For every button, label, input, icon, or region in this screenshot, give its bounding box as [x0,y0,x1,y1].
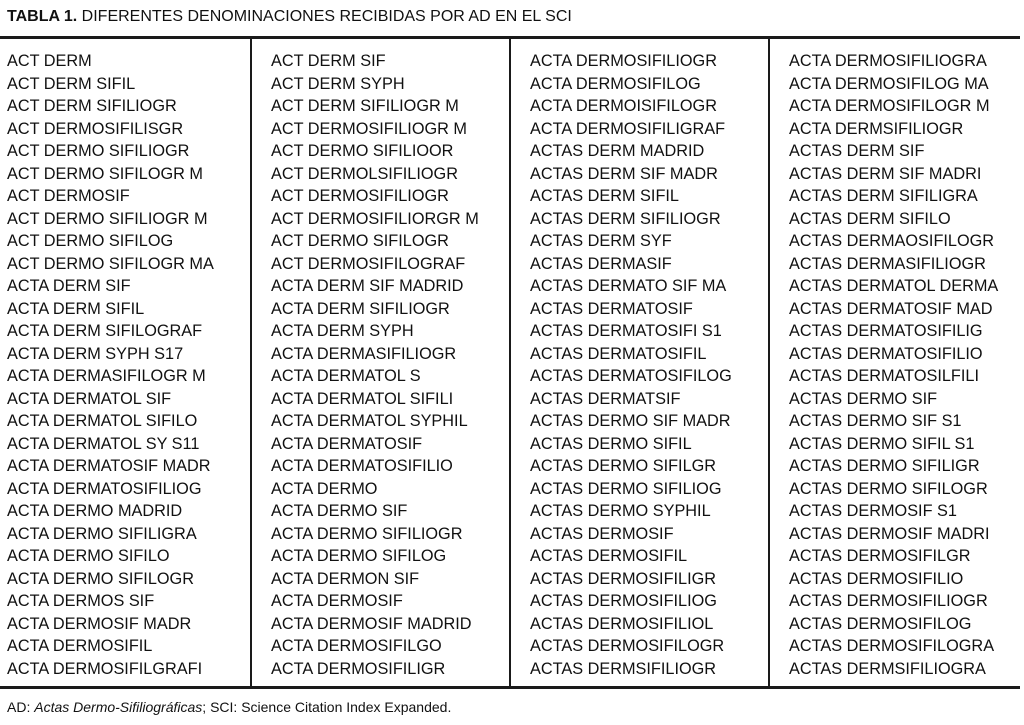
table-cell: ACTAS DERMATOSILFILI [789,367,979,385]
table-cell: ACTA DERMO SIFILOG [271,547,447,565]
table-cell: ACTA DERMOSIFILIGRAF [530,119,726,138]
table-cell: ACTA DERMATOL SIFILO [7,412,198,430]
table-cell: ACTA DERMATOL S [271,367,421,385]
table-cell: ACTA DERMOSIF [271,592,403,610]
table-cell: ACTA DERM SYPH [271,322,414,340]
table-footnote [7,697,451,717]
table-cell: ACT DERMOLSIFILIOGR [271,164,458,183]
table-cell: ACTA DERMO SIFILIOGR [271,524,463,543]
table-cell: ACTA DERMO SIFILIGRA [7,524,197,543]
table-cell: ACTA DERMATOL SY S11 [7,434,200,453]
column-divider [250,39,252,686]
table-cell: ACTA DERMOSIFIL [7,637,153,655]
table-cell: ACTAS DERMATOSIF MAD [789,299,993,318]
table-cell: ACTA DERMOSIF MADRID [271,614,472,633]
table-cell: ACTA DERMOSIFILIOGRA [789,52,987,70]
table-cell: ACTAS DERMASIF [530,254,672,273]
table-cell: ACTA DERM SIFILOGRAF [7,322,203,340]
table-cell: ACTAS DERM MADRID [530,142,705,160]
table-cell: ACTAS DERMO SIFILOGR [789,479,988,498]
column-divider [509,39,511,686]
table-cell: ACTAS DERMO SIFILIGR [789,457,980,475]
table-cell: ACTAS DERMOSIFILIOL [530,614,714,633]
table-cell: ACTA DERMOISIFILOGR [530,97,717,115]
table-cell: ACTAS DERMOSIFILOGRA [789,637,995,655]
table-cell: ACTA DERMOSIFILOG MA [789,74,989,93]
table-cell: ACTA DERMO SIF [271,502,408,520]
footnote-prefix: AD: [7,699,35,715]
table-cell: ACT DERMOSIFILIORGR M [271,209,479,228]
table-cell: ACTAS DERMOSIFILIO [789,569,964,588]
table-cell: ACTAS DERMO SIF MADR [530,412,731,430]
table-cell: ACTA DERMO [271,479,378,498]
table-cell: ACTAS DERM SIFILIOGR [530,209,721,228]
table-cell: ACTAS DERM SYF [530,232,672,250]
table-cell: ACTAS DERMASIFILIOGR [789,254,986,273]
table-cell: ACTA DERMATOL SYPHIL [271,412,468,430]
table-cell: ACT DERMO SIFILOGR [271,232,449,250]
table-cell: ACTA DERM SIF [7,277,131,295]
column-divider [768,39,770,686]
table-cell: ACTAS DERMATOSIFI S1 [530,322,722,340]
table-cell: ACTA DERMOSIFILOG [530,74,701,93]
table-cell: ACTAS DERMATOL DERMA [789,277,999,295]
table-cell: ACT DERM SIF [271,52,386,70]
table-cell: ACTA DERMATOL SIF [7,389,172,408]
table-cell: ACTA DERMATOSIF [271,434,423,453]
table-cell: ACTA DERMASIFILIOGR [271,344,457,363]
table-cell: ACT DERMOSIFILIOGR M [271,119,467,138]
table-cell: ACTA DERMATOSIFILIO [271,457,453,475]
table-cell: ACTA DERMO SIFILO [7,547,170,565]
table-cell: ACTAS DERMATOSIFILIO [789,344,983,363]
table-cell: ACTAS DERMOSIF S1 [789,502,957,520]
table-column-1 [7,50,214,680]
table-cell: ACTAS DERMATSIF [530,389,681,408]
table-cell: ACTA DERMOSIFILIOGR [530,52,717,70]
table-cell: ACTA DERMON SIF [271,569,420,588]
table-column-2 [271,50,479,680]
table-cell: ACTAS DERM SIF MADR [530,164,718,183]
table-cell: ACT DERM SYPH [271,74,405,93]
footnote-suffix: ; SCI: Science Citation Index Expanded. [202,699,452,715]
table-label: TABLA 1. [7,8,78,25]
table-cell: ACTA DERMOSIFILOGR M [789,97,990,115]
table-cell: ACTAS DERMO SIF [789,389,938,408]
table-cell: ACTA DERM SIFIL [7,299,145,318]
table-cell: ACTA DERMOSIFILGRAFI [7,659,203,678]
table-cell: ACTAS DERMAOSIFILOGR [789,232,995,250]
table-cell: ACT DERMO SIFILOG [7,232,174,250]
table-cell: ACTAS DERMOSIFILIOG [530,592,717,610]
table-cell: ACTAS DERMOSIFIL [530,547,688,565]
footnote-journal: Actas Dermo-Sifiliográficas [34,699,203,715]
table-cell: ACTA DERMATOSIFILIOG [7,479,202,498]
table-cell: ACTA DERMOS SIF [7,592,155,610]
table-title-text: DIFERENTES DENOMINACIONES RECIBIDAS POR AD EN EL SCI [81,8,572,25]
table-cell: ACTAS DERM SIF MADRI [789,164,982,183]
table-cell: ACTAS DERMSIFILIOGRA [789,659,986,678]
table-column-4 [789,50,998,680]
table-cell: ACTA DERMATOL SIFILI [271,389,454,408]
table-cell: ACTAS DERMOSIF [530,524,674,543]
table-cell: ACTAS DERM SIFIL [530,187,679,205]
table-cell: ACTA DERMO SIFILOGR [7,569,194,588]
table-cell: ACTA DERM SIFILIOGR [271,299,450,318]
table-cell: ACTAS DERMATOSIFILOG [530,367,732,385]
table-cell: ACTAS DERMATOSIF [530,299,693,318]
table-cell: ACT DERMO SIFILIOGR [7,142,190,160]
table-cell: ACTA DERMASIFILOGR M [7,367,206,385]
table-cell: ACTA DERM SYPH S17 [7,344,184,363]
table-cell: ACTAS DERMO SIFILIOG [530,479,722,498]
table-cell: ACTA DERMATOSIF MADR [7,457,211,475]
table-cell: ACTAS DERMOSIF MADRI [789,524,990,543]
table-column-3 [530,50,732,680]
table-cell: ACT DERMO SIFILIOOR [271,142,454,160]
table-cell: ACTA DERMOSIF MADR [7,614,192,633]
table-cell: ACTA DERMOSIFILIGR [271,659,446,678]
table-cell: ACTA DERMOSIFILGO [271,637,442,655]
table-cell: ACTAS DERMO SYPHIL [530,502,711,520]
table-cell: ACTAS DERMO SIF S1 [789,412,962,430]
table-cell: ACTA DERM SIF MADRID [271,277,464,295]
table-bottom-rule [0,686,1020,689]
table-cell: ACT DERMOSIFILISGR [7,119,184,138]
table-cell: ACTAS DERMOSIFILIGR [530,569,717,588]
table-cell: ACTAS DERMOSIFILGR [789,547,971,565]
table-title [7,6,572,28]
table-cell: ACT DERMO SIFILOGR MA [7,254,214,273]
table-cell: ACTAS DERMATO SIF MA [530,277,727,295]
table-cell: ACTAS DERMATOSIFILIG [789,322,983,340]
table-cell: ACTAS DERMATOSIFIL [530,344,707,363]
table-cell: ACT DERM SIFILIOGR [7,97,177,115]
table-cell: ACT DERMO SIFILIOGR M [7,209,208,228]
table-cell: ACT DERMOSIFILOGRAF [271,254,466,273]
table-cell: ACTAS DERMO SIFIL [530,434,692,453]
table-cell: ACTAS DERMSIFILIOGR [530,659,717,678]
table-cell: ACT DERM SIFILIOGR M [271,97,459,115]
table-cell: ACTAS DERM SIF [789,142,925,160]
table-cell: ACTA DERMSIFILIOGR [789,119,964,138]
table-cell: ACT DERM [7,52,92,70]
table-cell: ACTAS DERM SIFILO [789,209,951,228]
table-cell: ACTAS DERMO SIFILGR [530,457,717,475]
table-cell: ACTAS DERMOSIFILOGR [530,637,725,655]
table-cell: ACTAS DERM SIFILIGRA [789,187,978,205]
table-cell: ACTAS DERMOSIFILOG [789,614,972,633]
table-cell: ACTAS DERMOSIFILIOGR [789,592,988,610]
table-cell: ACT DERMOSIFILIOGR [271,187,449,205]
table-cell: ACT DERMO SIFILOGR M [7,164,203,183]
table-cell: ACT DERM SIFIL [7,74,136,93]
table-cell: ACT DERMOSIF [7,187,130,205]
table-cell: ACTA DERMO MADRID [7,502,183,520]
table-cell: ACTAS DERMO SIFIL S1 [789,434,975,453]
